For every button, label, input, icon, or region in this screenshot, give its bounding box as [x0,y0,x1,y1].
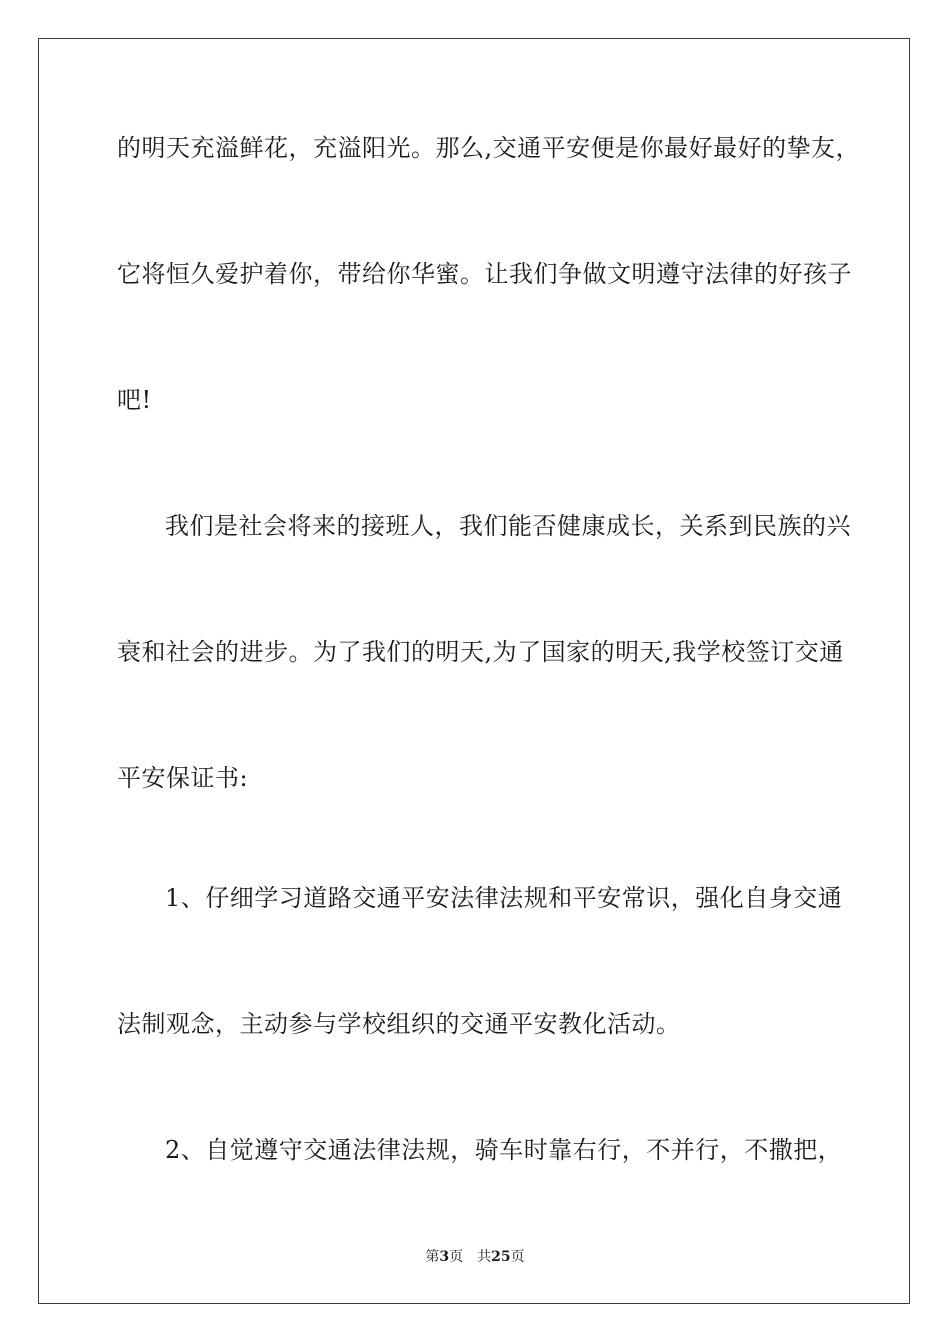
body-line-2: 它将恒久爱护着你，带给你华蜜。让我们争做文明遵守法律的好孩子 [117,260,852,288]
footer-total-suffix: 页 [510,1249,525,1265]
body-line-6: 平安保证书: [117,764,249,792]
footer-page-suffix: 页 [449,1249,464,1265]
footer-total-pages: 25 [491,1249,511,1265]
body-line-7: 1、仔细学习道路交通平安法律法规和平安常识，强化自身交通 [165,884,843,912]
footer-total-prefix: 共 [477,1249,492,1265]
body-line-3: 吧! [117,386,152,414]
footer-page-prefix: 第 [425,1249,440,1265]
body-line-9: 2、自觉遵守交通法律法规，骑车时靠右行，不并行，不撒把， [165,1136,843,1164]
body-line-8: 法制观念，主动参与学校组织的交通平安教化活动。 [117,1010,681,1038]
body-line-4: 我们是社会将来的接班人，我们能否健康成长，关系到民族的兴 [165,512,851,540]
page-frame [38,38,910,1304]
body-line-1: 的明天充溢鲜花，充溢阳光。那么,交通平安便是你最好最好的挚友， [117,134,861,162]
body-line-5: 衰和社会的进步。为了我们的明天,为了国家的明天,我学校签订交通 [117,638,844,666]
footer-page-number: 3 [439,1249,450,1265]
page-footer [0,1248,950,1266]
